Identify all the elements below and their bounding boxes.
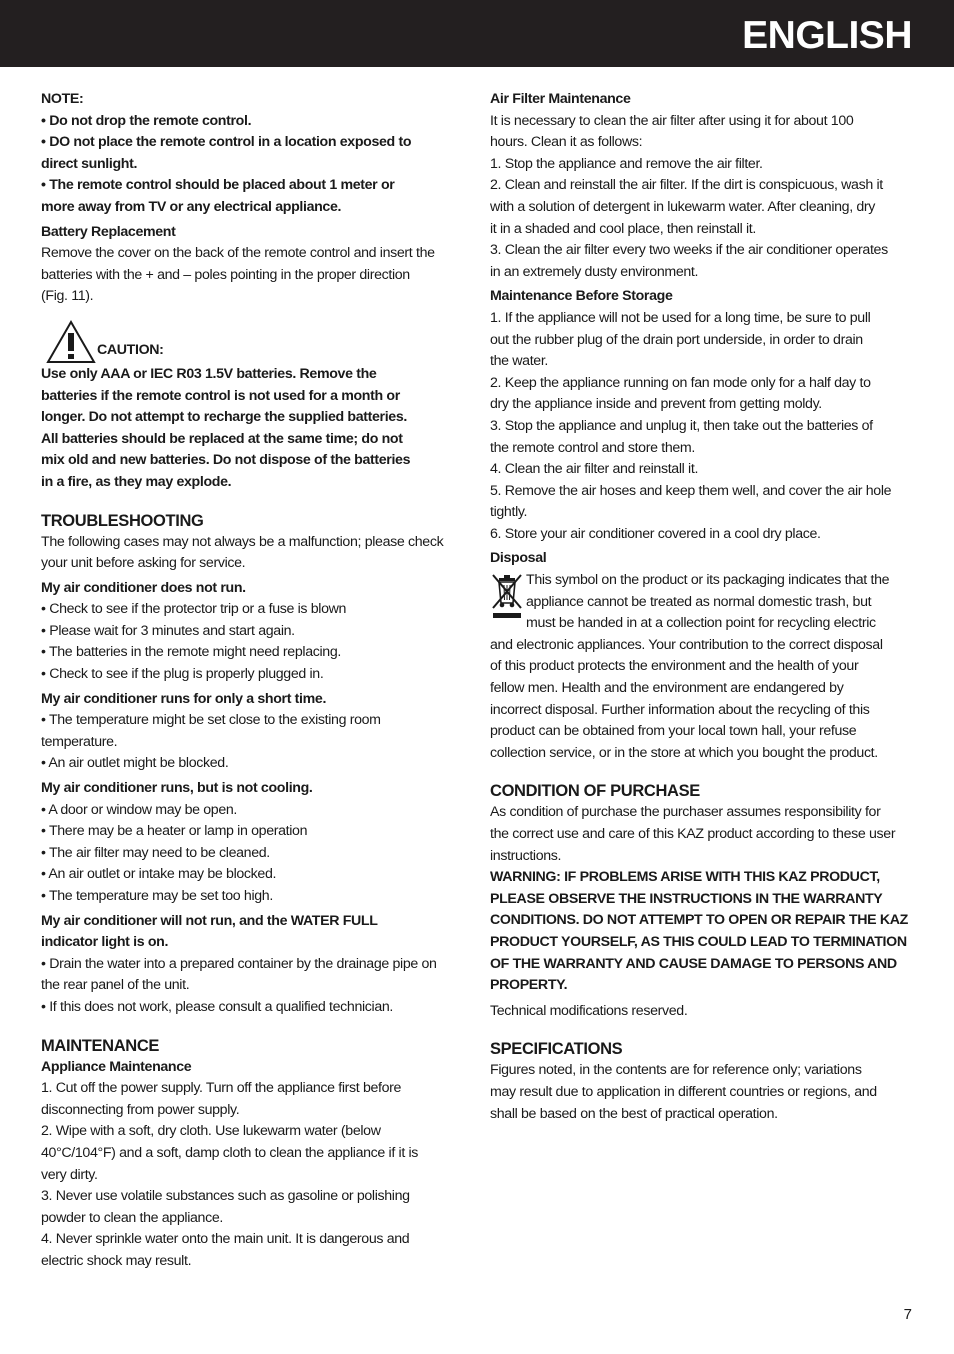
appliance-line: powder to clean the appliance.	[41, 1209, 223, 1226]
ts-short-time-heading: My air conditioner runs for only a short time.	[41, 690, 327, 707]
appliance-line: electric shock may result.	[41, 1252, 192, 1269]
appliance-line: 1. Cut off the power supply. Turn off the appliance first before	[41, 1080, 402, 1097]
disposal-line: collection service, or in the store at which you bought the product.	[490, 744, 878, 761]
disposal-line: product can be obtained from your local town hall, your refuse	[490, 723, 857, 740]
appliance-maintenance-heading: Appliance Maintenance	[41, 1058, 192, 1075]
troubleshooting-heading: TROUBLESHOOTING	[41, 511, 204, 530]
warning-line: OF THE WARRANTY AND CAUSE DAMAGE TO PERSONS AND	[490, 955, 897, 972]
filter-line: hours. Clean it as follows:	[490, 134, 643, 151]
appliance-line: 3. Never use volatile substances such as gasoline or polishing	[41, 1188, 410, 1205]
ts-not-cooling-heading: My air conditioner runs, but is not cooling.	[41, 780, 313, 797]
warning-triangle-icon	[46, 320, 96, 364]
caution-label: CAUTION:	[97, 341, 164, 358]
warning-line: CONDITIONS. DO NOT ATTEMPT TO OPEN OR REPAIR THE KAZ	[490, 912, 908, 929]
battery-line: (Fig. 11).	[41, 288, 94, 305]
condition-of-purchase-heading: CONDITION OF PURCHASE	[490, 782, 700, 801]
ts-not-run-item: • Check to see if the plug is properly plugged in.	[41, 666, 324, 683]
disposal-symbol-block	[490, 570, 914, 635]
purchase-line: As condition of purchase the purchaser assumes responsibility for	[490, 804, 881, 821]
filter-line: 1. Stop the appliance and remove the air filter.	[490, 155, 763, 172]
filter-line: 3. Clean the air filter every two weeks if the air conditioner operates	[490, 242, 888, 259]
note-line: • Do not drop the remote control.	[41, 112, 252, 129]
ts-not-cooling-item: • An air outlet or intake may be blocked.	[41, 866, 277, 883]
battery-line: Remove the cover on the back of the remote control and insert the	[41, 245, 435, 262]
storage-line: the remote control and store them.	[490, 439, 695, 456]
right-column	[490, 89, 914, 1125]
ts-not-cooling-item: • The air filter may need to be cleaned.	[41, 844, 270, 861]
filter-line: it in a shaded and cool place, then reinstall it.	[490, 220, 756, 237]
ts-water-full-item: • Drain the water into a prepared container by the drainage pipe on	[41, 955, 437, 972]
ts-not-cooling-item: • There may be a heater or lamp in operation	[41, 823, 308, 840]
crossed-out-wheelie-bin-icon	[490, 572, 524, 620]
warning-line: PLEASE OBSERVE THE INSTRUCTIONS IN THE WARRANTY	[490, 890, 883, 907]
appliance-line: 2. Wipe with a soft, dry cloth. Use lukewarm water (below	[41, 1123, 381, 1140]
ts-not-cooling-item: • The temperature may be set too high.	[41, 888, 273, 904]
ts-not-run-item: • Please wait for 3 minutes and start again.	[41, 622, 295, 639]
ts-water-full-item: the rear panel of the unit.	[41, 977, 190, 994]
specifications-line: may result due to application in different countries or regions, and	[490, 1083, 877, 1100]
left-column	[41, 89, 463, 1273]
note-line: NOTE:	[41, 91, 84, 107]
note-line: • DO not place the remote control in a location exposed to	[41, 134, 412, 151]
storage-line: 5. Remove the air hoses and keep them well, and cover the air hole	[490, 482, 892, 499]
note-block	[41, 89, 463, 219]
storage-line: 2. Keep the appliance running on fan mode only for a half day to	[490, 374, 871, 391]
note-line: direct sunlight.	[41, 155, 138, 172]
page-number: 7	[903, 1306, 912, 1323]
warning-line: PROPERTY.	[490, 977, 568, 994]
specifications-line: shall be based on the best of practical operation.	[490, 1105, 778, 1122]
filter-line: with a solution of detergent in lukewarm water. After cleaning, dry	[490, 198, 876, 215]
caution-line: All batteries should be replaced at the same time; do not	[41, 430, 403, 447]
appliance-line: disconnecting from power supply.	[41, 1101, 240, 1118]
storage-line: 6. Store your air conditioner covered in a cool dry place.	[490, 525, 821, 542]
battery-replacement-heading: Battery Replacement	[41, 223, 176, 240]
storage-line: tightly.	[490, 504, 528, 521]
ts-not-run-heading: My air conditioner does not run.	[41, 579, 246, 596]
ts-not-cooling-item: • A door or window may be open.	[41, 801, 238, 818]
disposal-heading: Disposal	[490, 550, 547, 567]
purchase-line: instructions.	[490, 847, 562, 864]
caution-line: longer. Do not attempt to recharge the supplied batteries.	[41, 409, 407, 426]
storage-line: 4. Clean the air filter and reinstall it.	[490, 461, 699, 478]
filter-line: 2. Clean and reinstall the air filter. If the dirt is conspicuous, wash it	[490, 177, 883, 194]
note-line: more away from TV or any electrical appliance.	[41, 198, 342, 215]
ts-short-time-item: • The temperature might be set close to the existing room	[41, 712, 381, 729]
ts-water-full-heading: My air conditioner will not run, and the WATER FULL	[41, 912, 378, 929]
ts-short-time-item: temperature.	[41, 733, 118, 750]
purchase-line: the correct use and care of this KAZ product according to these user	[490, 826, 896, 842]
warning-line: PRODUCT YOURSELF, AS THIS COULD LEAD TO TERMINATION	[490, 933, 907, 950]
storage-line: 1. If the appliance will not be used for a long time, be sure to pull	[490, 309, 871, 326]
caution-text	[41, 364, 463, 494]
specifications-line: Figures noted, in the contents are for reference only; variations	[490, 1062, 862, 1079]
disposal-line: incorrect disposal. Further information about the recycling of this	[490, 701, 870, 718]
ts-water-full-item: • If this does not work, please consult a qualified technician.	[41, 998, 394, 1015]
caution-row	[41, 320, 463, 364]
appliance-line: very dirty.	[41, 1166, 98, 1183]
language-title: ENGLISH	[742, 14, 912, 57]
battery-line: batteries with the + and – poles pointing in the proper direction	[41, 266, 410, 283]
storage-line: the water.	[490, 353, 549, 370]
filter-line: It is necessary to clean the air filter after using it for about 100	[490, 112, 854, 129]
warning-line: WARNING: IF PROBLEMS ARISE WITH THIS KAZ PRODUCT,	[490, 869, 880, 886]
storage-line: 3. Stop the appliance and unplug it, then take out the batteries of	[490, 417, 873, 434]
troubleshooting-intro-line: your unit before asking for service.	[41, 555, 246, 572]
specifications-heading: SPECIFICATIONS	[490, 1040, 623, 1059]
caution-line: mix old and new batteries. Do not dispose of the batteries	[41, 452, 411, 469]
appliance-line: 4. Never sprinkle water onto the main unit. It is dangerous and	[41, 1231, 410, 1248]
ts-not-run-item: • Check to see if the protector trip or a fuse is blown	[41, 601, 347, 618]
storage-line: out the rubber plug of the drain port underside, in order to drain	[490, 331, 863, 348]
disposal-line: appliance cannot be treated as normal domestic trash, but	[526, 593, 872, 610]
disposal-line: of this product protects the environment and the health of your	[490, 658, 859, 675]
maintenance-heading: MAINTENANCE	[41, 1036, 160, 1055]
note-line: • The remote control should be placed about 1 meter or	[41, 177, 395, 194]
air-filter-heading: Air Filter Maintenance	[490, 91, 631, 107]
page-header	[0, 0, 954, 67]
troubleshooting-intro-line: The following cases may not always be a malfunction; please check	[41, 533, 444, 550]
storage-line: dry the appliance inside and prevent from getting moldy.	[490, 396, 822, 413]
ts-not-run-item: • The batteries in the remote might need replacing.	[41, 644, 341, 661]
technical-note: Technical modifications reserved.	[490, 1002, 688, 1019]
disposal-line: This symbol on the product or its packaging indicates that the	[526, 572, 890, 589]
disposal-line: must be handed in at a collection point for recycling electric	[526, 615, 876, 632]
caution-line: Use only AAA or IEC R03 1.5V batteries. Remove the	[41, 365, 377, 382]
disposal-line: fellow men. Health and the environment are endangered by	[490, 680, 844, 697]
appliance-line: 40°C/104°F) and a soft, damp cloth to clean the appliance if it is	[41, 1144, 419, 1161]
storage-heading: Maintenance Before Storage	[490, 288, 673, 305]
ts-short-time-item: • An air outlet might be blocked.	[41, 755, 229, 772]
filter-line: in an extremely dusty environment.	[490, 263, 699, 280]
ts-water-full-heading: indicator light is on.	[41, 934, 169, 951]
caution-line: in a fire, as they may explode.	[41, 473, 232, 490]
disposal-line: and electronic appliances. Your contribution to the correct disposal	[490, 636, 883, 653]
caution-line: batteries if the remote control is not used for a month or	[41, 387, 400, 404]
